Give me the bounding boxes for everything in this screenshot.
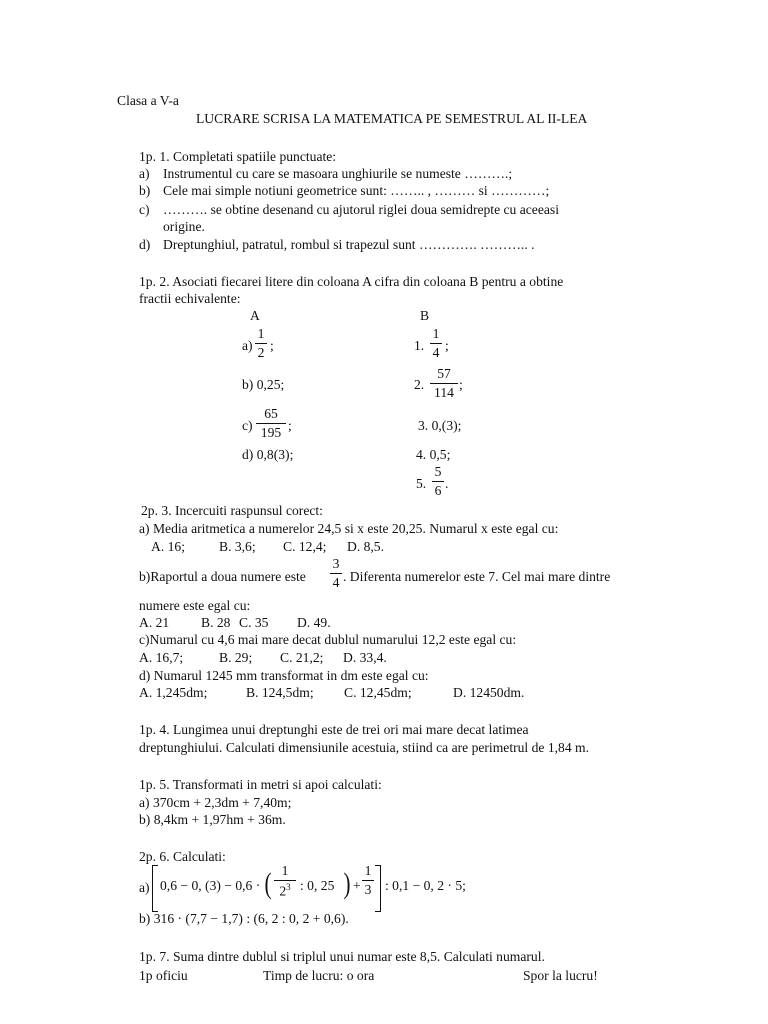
good-luck-note: Spor la lucru! bbox=[523, 968, 598, 983]
ex3-heading: 2p. 3. Incercuiti raspunsul corect: bbox=[141, 503, 323, 518]
fraction-65-195: 65 195 bbox=[256, 406, 286, 440]
ex3-question-b-post: . Diferenta numerelor este 7. Cel mai mare dintre bbox=[343, 569, 611, 584]
ex3-question-d: d) Numarul 1245 mm transformat in dm este egal cu: bbox=[139, 668, 429, 683]
ex3-b-option-a: A. 21 bbox=[139, 615, 170, 630]
b-item-5-label: 5. bbox=[416, 476, 427, 491]
fraction-one-half: 1 2 bbox=[255, 326, 267, 360]
column-b-header: B bbox=[420, 308, 430, 323]
ex5-heading: 1p. 5. Transformati in metri si apoi calculati: bbox=[139, 777, 382, 792]
oficiu-note: 1p oficiu bbox=[139, 968, 188, 983]
b-item-1-tail: ; bbox=[445, 338, 449, 353]
ex1-item-d: Dreptunghiul, patratul, rombul si trapezul sunt …………. ……….. . bbox=[163, 237, 535, 252]
b-item-2-label: 2. bbox=[414, 377, 425, 392]
time-note: Timp de lucru: o ora bbox=[263, 968, 375, 983]
ex3-c-option-a: A. 16,7; bbox=[139, 650, 184, 665]
b-item-5-tail: . bbox=[445, 476, 449, 491]
ex3-a-option-b: B. 3,6; bbox=[219, 539, 256, 554]
ex1-heading: 1p. 1. Completati spatiile punctuate: bbox=[139, 149, 337, 164]
fraction-one-third: 1 3 bbox=[362, 863, 374, 897]
fraction-one-over-two-cubed: 1 $2^3$ bbox=[274, 863, 296, 899]
right-paren: ) bbox=[343, 867, 351, 900]
a-item-c-label: c) bbox=[242, 418, 253, 433]
ex3-question-a: a) Media aritmetica a numerelor 24,5 si x este 20,25. Numarul x este egal cu: bbox=[139, 521, 559, 536]
ex1-item-b-mark: b) bbox=[139, 183, 151, 198]
b-item-3: 3. 0,(3); bbox=[418, 418, 462, 433]
ex3-d-option-a: A. 1,245dm; bbox=[139, 685, 208, 700]
ex1-item-d-mark: d) bbox=[139, 237, 151, 252]
ex6-heading: 2p. 6. Calculati: bbox=[139, 849, 226, 864]
ex6-a-part1: 0,6 − 0, (3) − 0,6 · bbox=[160, 878, 261, 893]
a-item-d: d) 0,8(3); bbox=[242, 447, 294, 462]
ex7-line: 1p. 7. Suma dintre dublul si triplul unui numar este 8,5. Calculati numarul. bbox=[139, 949, 545, 964]
ex4-line-2: dreptunghiului. Calculati dimensiunile acestuia, stiind ca are perimetrul de 1,84 m. bbox=[139, 740, 589, 755]
ex2-heading-cont: fractii echivalente: bbox=[139, 291, 241, 306]
ex3-a-option-d: D. 8,5. bbox=[347, 539, 385, 554]
ex1-item-b: Cele mai simple notiuni geometrice sunt: …….. , ……… si …………; bbox=[163, 183, 550, 198]
ex1-item-c-mark: c) bbox=[139, 202, 150, 217]
b-item-1-label: 1. bbox=[414, 338, 425, 353]
ex3-b-option-c: C. 35 bbox=[239, 615, 269, 630]
fraction-one-quarter: 1 4 bbox=[430, 326, 442, 360]
b-item-4: 4. 0,5; bbox=[416, 447, 451, 462]
a-item-a-tail: ; bbox=[270, 338, 274, 353]
ex6-a-tail: : 0,1 − 0, 2 · 5; bbox=[385, 878, 466, 893]
ex3-b-option-b: B. 28 bbox=[201, 615, 231, 630]
ex3-question-b-pre: b)Raportul a doua numere este bbox=[139, 569, 306, 584]
ex3-d-option-b: B. 124,5dm; bbox=[246, 685, 314, 700]
ex3-a-option-c: C. 12,4; bbox=[283, 539, 327, 554]
ex1-item-c: ………. se obtine desenand cu ajutorul riglei doua semidrepte cu aceeasi bbox=[163, 202, 559, 217]
ex5-a: a) 370cm + 2,3dm + 7,40m; bbox=[139, 795, 292, 810]
left-bracket bbox=[152, 865, 158, 912]
ex3-a-option-a: A. 16; bbox=[151, 539, 185, 554]
fraction-three-quarters: 3 4 bbox=[330, 556, 342, 590]
ex3-d-option-c: C. 12,45dm; bbox=[344, 685, 412, 700]
ex6-a-label: a) bbox=[139, 880, 150, 895]
a-item-c-tail: ; bbox=[288, 418, 292, 433]
ex3-c-option-d: D. 33,4. bbox=[343, 650, 387, 665]
ex3-question-c: c)Numarul cu 4,6 mai mare decat dublul numarului 12,2 este egal cu: bbox=[139, 632, 517, 647]
ex3-c-option-b: B. 29; bbox=[219, 650, 253, 665]
a-item-b: b) 0,25; bbox=[242, 377, 285, 392]
exam-title: LUCRARE SCRISA LA MATEMATICA PE SEMESTRUL AL II-LEA bbox=[196, 111, 588, 126]
fraction-five-sixths: 5 6 bbox=[432, 464, 444, 498]
ex1-item-a-mark: a) bbox=[139, 166, 150, 181]
ex1-item-c-cont: origine. bbox=[163, 219, 205, 234]
class-label: Clasa a V-a bbox=[117, 93, 179, 108]
ex6-a-part2: : 0, 25 bbox=[300, 878, 335, 893]
right-bracket bbox=[375, 865, 381, 912]
ex6-a-plus: + bbox=[353, 878, 361, 893]
ex3-c-option-c: C. 21,2; bbox=[280, 650, 324, 665]
column-a-header: A bbox=[250, 308, 260, 323]
a-item-a-label: a) bbox=[242, 338, 253, 353]
ex4-line-1: 1p. 4. Lungimea unui dreptunghi este de trei ori mai mare decat latimea bbox=[139, 722, 529, 737]
ex2-heading: 1p. 2. Asociati fiecarei litere din coloana A cifra din coloana B pentru a obtine bbox=[139, 274, 564, 289]
b-item-2-tail: ; bbox=[459, 377, 463, 392]
ex3-question-b-cont: numere este egal cu: bbox=[139, 598, 251, 613]
ex3-b-option-d: D. 49. bbox=[297, 615, 331, 630]
left-paren: ( bbox=[264, 867, 272, 900]
ex5-b: b) 8,4km + 1,97hm + 36m. bbox=[139, 812, 286, 827]
ex1-item-a: Instrumentul cu care se masoara unghiurile se numeste ……….; bbox=[163, 166, 513, 181]
ex3-d-option-d: D. 12450dm. bbox=[453, 685, 525, 700]
ex6-b: b) 316 · (7,7 − 1,7) : (6, 2 : 0, 2 + 0,6). bbox=[139, 911, 349, 926]
fraction-57-114: 57 114 bbox=[430, 366, 458, 400]
